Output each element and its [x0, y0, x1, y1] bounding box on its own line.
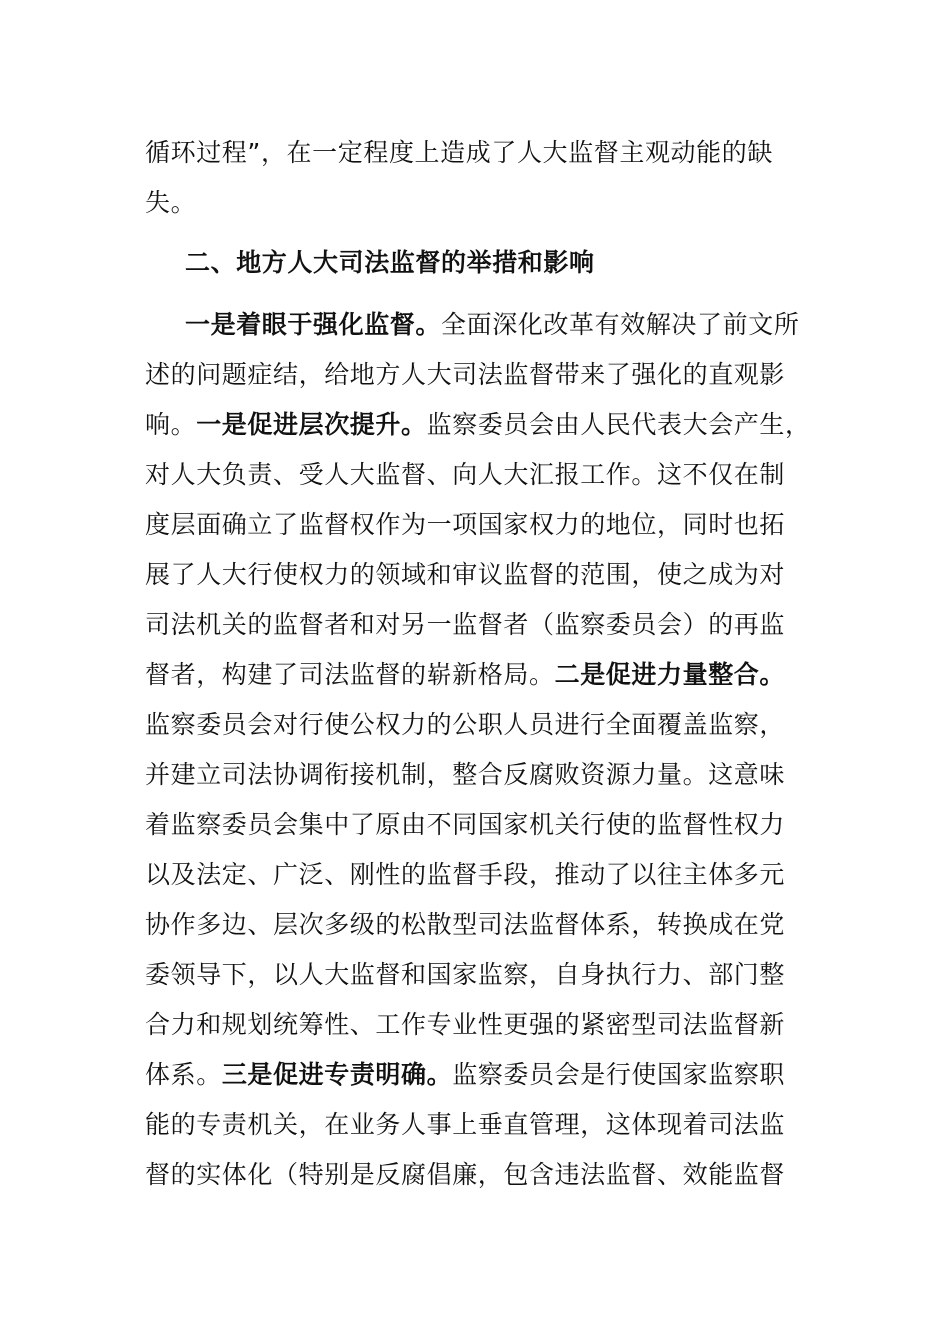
- paragraph-line: [145, 705, 825, 745]
- bold-lead-text: 三是促进专责明确。: [221, 1060, 453, 1089]
- paragraph-line: [145, 855, 825, 895]
- line-text: 合力和规划统筹性、工作专业性更强的紧密型司法监督新: [145, 1010, 786, 1039]
- paragraph-line: [145, 455, 825, 495]
- paragraph-line: [185, 305, 825, 345]
- paragraph-line: [145, 1105, 825, 1145]
- line-text: 并建立司法协调衔接机制，整合反腐败资源力量。这意味: [145, 760, 786, 789]
- line-text: 督的实体化（特别是反腐倡廉，包含违法监督、效能监督: [145, 1160, 786, 1189]
- line-text: 响。: [145, 410, 197, 439]
- line-text: 着监察委员会集中了原由不同国家机关行使的监督性权力: [145, 810, 786, 839]
- line-text: 能的专责机关，在业务人事上垂直管理，这体现着司法监: [145, 1110, 786, 1139]
- paragraph-line: [145, 755, 825, 795]
- paragraph-line: [145, 1155, 825, 1195]
- line-text: 以及法定、广泛、刚性的监督手段，推动了以往主体多元: [145, 860, 786, 889]
- line-text: 协作多边、层次多级的松散型司法监督体系，转换成在党: [145, 910, 786, 939]
- paragraph-line: [145, 605, 825, 645]
- paragraph-line: [145, 505, 825, 545]
- paragraph-line: [145, 955, 825, 995]
- paragraph-line: [145, 133, 825, 173]
- paragraph-line: [145, 1005, 825, 1045]
- line-text: 监察委员会是行使国家监察职: [452, 1060, 786, 1089]
- paragraph-line: [145, 183, 825, 223]
- line-text: 监察委员会对行使公权力的公职人员进行全面覆盖监察，: [145, 710, 786, 739]
- paragraph-line: [145, 655, 825, 695]
- line-text: 司法机关的监督者和对另一监督者（监察委员会）的再监: [145, 610, 786, 639]
- bold-lead-text: 二是促进力量整合。: [554, 660, 786, 689]
- paragraph-line: [145, 805, 825, 845]
- paragraph-line: [145, 355, 825, 395]
- line-text: 失。: [145, 188, 197, 217]
- bold-lead-text: 一是着眼于强化监督。: [185, 310, 442, 339]
- line-text: 度层面确立了监督权作为一项国家权力的地位，同时也拓: [145, 510, 786, 539]
- line-text: 展了人大行使权力的领域和审议监督的范围，使之成为对: [145, 560, 786, 589]
- paragraph-line: [145, 405, 825, 445]
- bold-lead-text: 一是促进层次提升。: [196, 410, 427, 439]
- line-text: 督者，构建了司法监督的崭新格局。: [145, 660, 555, 689]
- line-text: 全面深化改革有效解决了前文所: [441, 310, 800, 339]
- paragraph-line: [145, 1055, 825, 1095]
- line-text: 监察委员会由人民代表大会产生，: [426, 410, 811, 439]
- line-text: 对人大负责、受人大监督、向人大汇报工作。这不仅在制: [145, 460, 786, 489]
- line-text: 述的问题症结，给地方人大司法监督带来了强化的直观影: [145, 360, 786, 389]
- paragraph-line: [145, 905, 825, 945]
- line-text: 循环过程”，在一定程度上造成了人大监督主观动能的缺: [145, 138, 773, 167]
- line-text: 体系。: [145, 1060, 222, 1089]
- line-text: 委领导下，以人大监督和国家监察，自身执行力、部门整: [145, 960, 786, 989]
- heading-text: 二、地方人大司法监督的举措和影响: [185, 248, 595, 277]
- paragraph-line: [145, 555, 825, 595]
- section-heading: [185, 243, 825, 283]
